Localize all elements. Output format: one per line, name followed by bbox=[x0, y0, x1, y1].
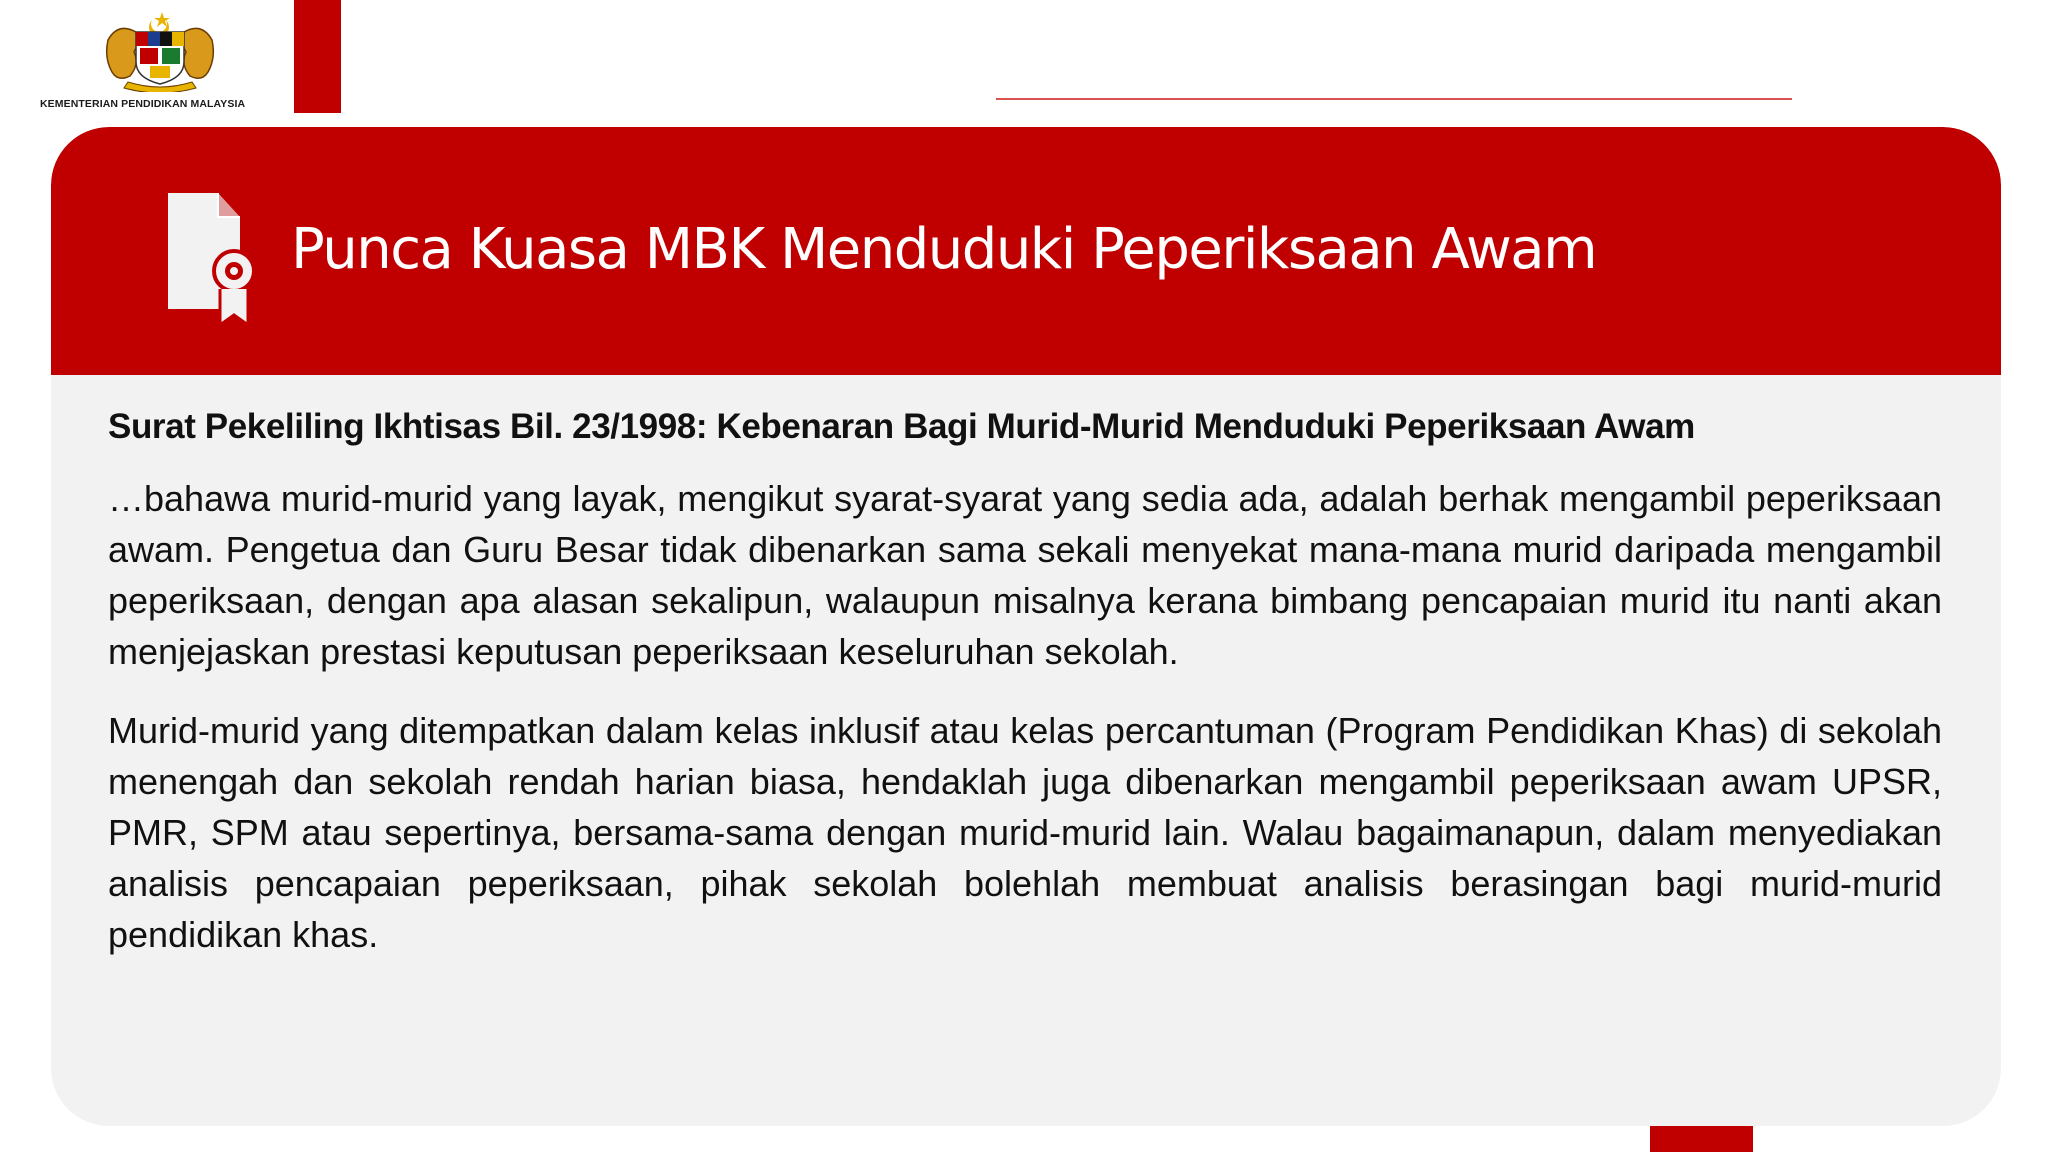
slide-title: Punca Kuasa MBK Menduduki Peperiksaan Awam bbox=[291, 217, 1597, 282]
card-header bbox=[51, 127, 2001, 375]
decorative-red-bar-top bbox=[294, 0, 341, 113]
circular-heading: Surat Pekeliling Ikhtisas Bil. 23/1998: Kebenaran Bagi Murid-Murid Menduduki Peperiksaan Awam bbox=[108, 407, 1695, 446]
decorative-divider-line bbox=[996, 98, 1792, 100]
certificate-document-icon bbox=[166, 189, 256, 329]
malaysia-coat-of-arms-icon bbox=[100, 10, 220, 92]
content-card bbox=[51, 127, 2001, 1126]
paragraph-2: Murid-murid yang ditempatkan dalam kelas inklusif atau kelas percantuman (Program Pendidikan Khas) di sekolah menengah dan sekolah rendah harian biasa, hendaklah juga dibenarkan mengambil peperiksaan awam UPSR, PMR, SPM atau sepertinya, bersama-sama dengan murid-murid lain. Walau bagaimanapun, dalam menyediakan analisis pencapaian peperiksaan, pihak sekolah bolehlah membuat analisis berasingan bagi murid-murid pendidikan khas. bbox=[108, 710, 1942, 955]
slide-content bbox=[108, 407, 1942, 988]
decorative-red-bar-bottom bbox=[1650, 1126, 1753, 1152]
ministry-name: KEMENTERIAN PENDIDIKAN MALAYSIA bbox=[40, 98, 246, 110]
paragraph-1: …bahawa murid-murid yang layak, mengikut syarat-syarat yang sedia ada, adalah berhak mengambil peperiksaan awam. Pengetua dan Guru Besar tidak dibenarkan sama sekali menyekat mana-mana murid daripada mengambil peperiksaan, dengan apa alasan sekalipun, walaupun misalnya kerana bimbang pencapaian murid itu nanti akan menjejaskan prestasi keputusan peperiksaan keseluruhan sekolah. bbox=[108, 478, 1942, 672]
ministry-logo bbox=[40, 6, 280, 116]
